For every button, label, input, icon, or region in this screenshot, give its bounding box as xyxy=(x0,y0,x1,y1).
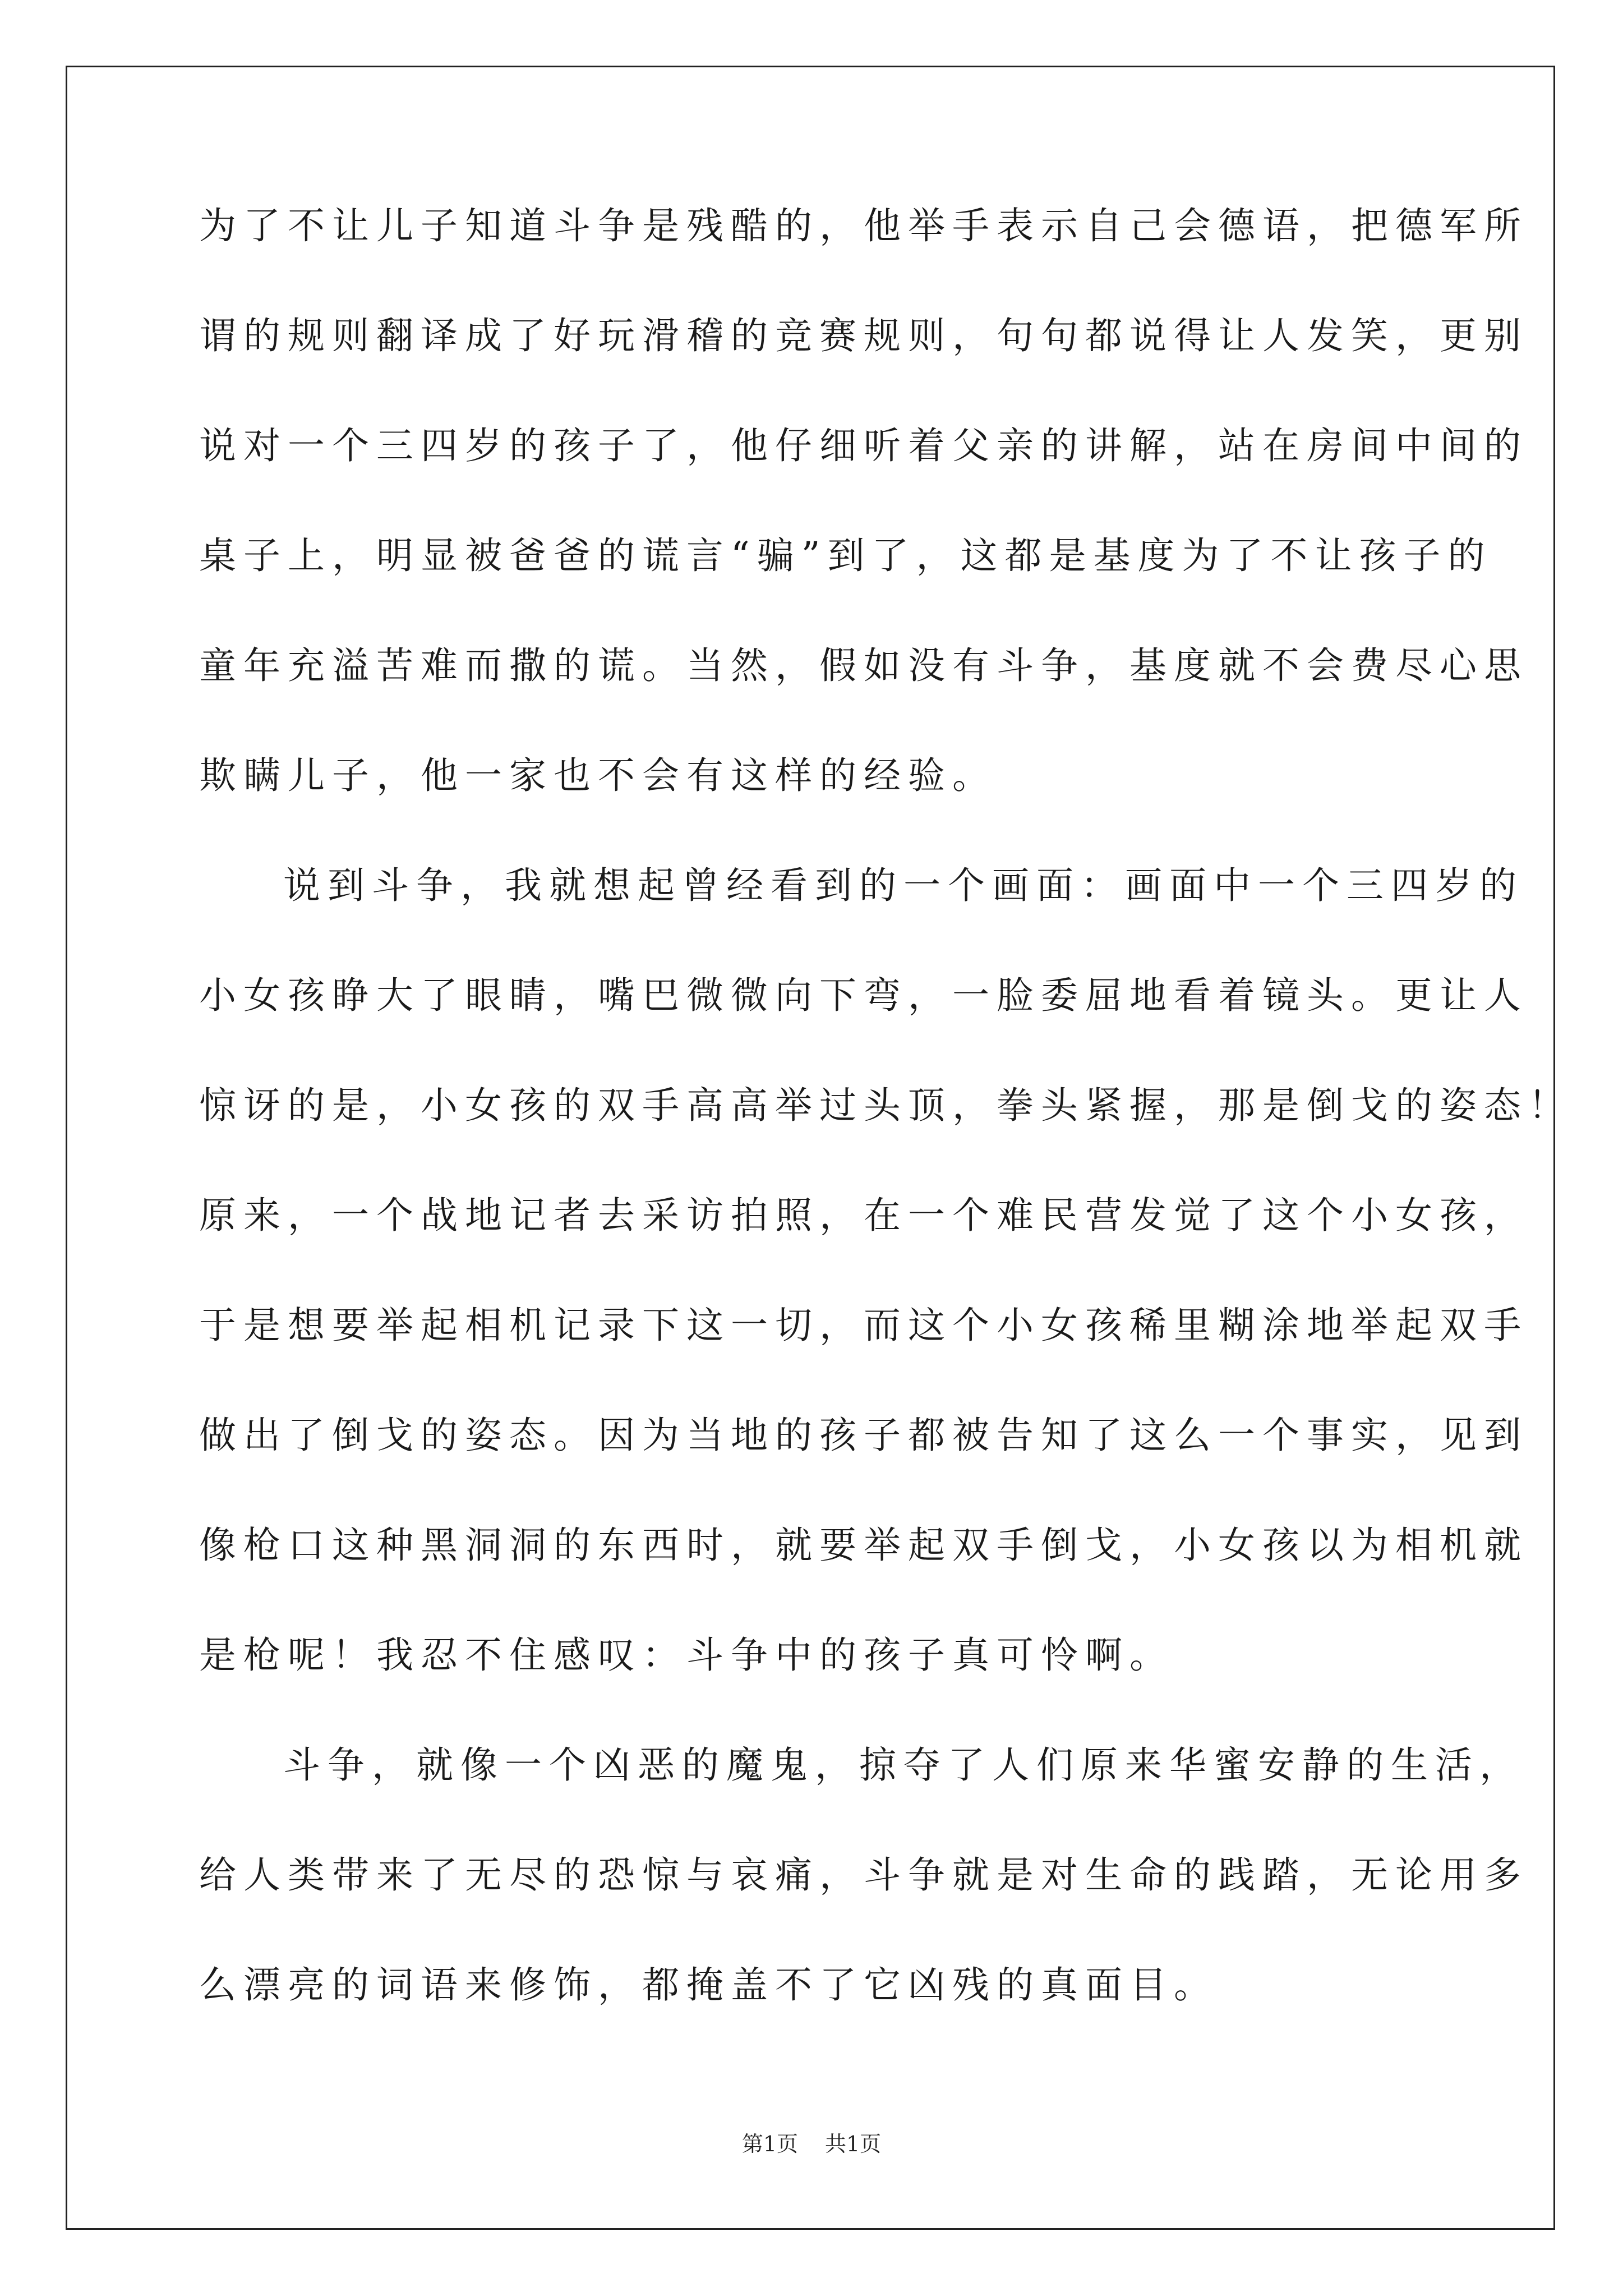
text-line: 为了不让儿子知道斗争是残酷的，他举手表示自己会德语，把德军所 xyxy=(199,204,1528,247)
document-body xyxy=(199,204,1573,2077)
text-line: 像枪口这种黑洞洞的东西时，就要举起双手倒戈，小女孩以为相机就 xyxy=(199,1524,1528,1567)
text-line: 么漂亮的词语来修饰，都掩盖不了它凶残的真面目。 xyxy=(199,1963,1218,2007)
text-line: 惊讶的是，小女孩的双手高高举过头顶，拳头紧握，那是倒戈的姿态！ xyxy=(199,1084,1573,1127)
text-line: 是枪呢！我忍不住感叹：斗争中的孩子真可怜啊。 xyxy=(199,1634,1174,1677)
text-line: 欺瞒儿子，他一家也不会有这样的经验。 xyxy=(199,754,997,797)
text-line: 童年充溢苦难而撒的谎。当然，假如没有斗争，基度就不会费尽心思 xyxy=(199,644,1528,687)
text-line-indented: 斗争，就像一个凶恶的魔鬼，掠夺了人们原来华蜜安静的生活， xyxy=(283,1743,1524,1787)
text-line: 说对一个三四岁的孩子了，他仔细听着父亲的讲解，站在房间中间的 xyxy=(199,424,1528,467)
text-line: 小女孩睁大了眼睛，嘴巴微微向下弯，一脸委屈地看着镜头。更让人 xyxy=(199,974,1528,1017)
page-footer xyxy=(0,2132,1623,2156)
text-line: 桌子上，明显被爸爸的谎言“骗”到了，这都是基度为了不让孩子的 xyxy=(199,534,1492,577)
page-total: 共1页 xyxy=(825,2132,882,2156)
text-line: 原来，一个战地记者去采访拍照，在一个难民营发觉了这个小女孩， xyxy=(199,1194,1528,1237)
text-line: 谓的规则翻译成了好玩滑稽的竞赛规则，句句都说得让人发笑，更别 xyxy=(199,314,1528,357)
text-line: 给人类带来了无尽的恐惊与哀痛，斗争就是对生命的践踏，无论用多 xyxy=(199,1853,1528,1897)
text-line: 做出了倒戈的姿态。因为当地的孩子都被告知了这么一个事实，见到 xyxy=(199,1414,1528,1457)
text-line: 于是想要举起相机记录下这一切，而这个小女孩稀里糊涂地举起双手 xyxy=(199,1304,1528,1347)
page-number: 第1页 xyxy=(741,2132,798,2156)
text-line-indented: 说到斗争，我就想起曾经看到的一个画面：画面中一个三四岁的 xyxy=(283,864,1524,907)
